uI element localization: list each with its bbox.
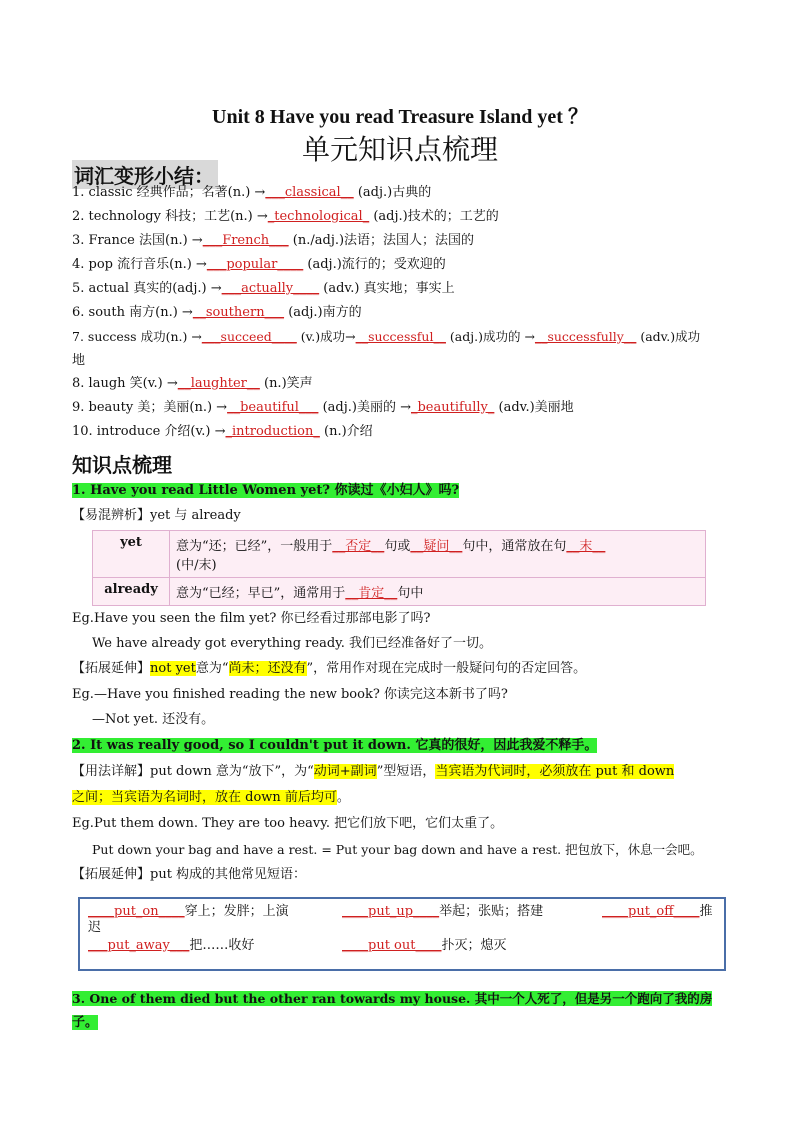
- vocab-line-7-cont: 地: [72, 353, 86, 368]
- phrase-put-on: ____put_on____穿上；发胖；上演: [88, 904, 289, 919]
- example-1: Eg.Have you seen the film yet? 你已经看过那部电影了吗?: [72, 611, 431, 626]
- point-2-title: 2. It was really good, so I couldn't put it down. 它真的很好，因此我爱不释手。: [72, 738, 598, 753]
- unit-title: Unit 8 Have you read Treasure Island yet ？: [212, 106, 588, 128]
- yet-already-table: [92, 530, 706, 606]
- example-2: Eg.—Have you finished reading the new book? 你读完这本新书了吗?: [72, 687, 508, 702]
- example-3b: Put down your bag and have a rest. = Put your bag down and have a rest. 把包放下，休息一会吧。: [92, 842, 703, 857]
- point-3-title: 3. One of them died but the other ran towards my house. 其中一个人死了，但是另一个跑向了我的房: [72, 991, 713, 1006]
- vocab-line-5: 5. actual 真实的(adj.) →___actually____ (adv.) 真实地；事实上: [72, 281, 455, 296]
- knowledge-heading: 知识点梳理: [72, 453, 172, 477]
- phrase-put-off: ____put_off____推: [602, 904, 713, 919]
- already-desc: 意为“已经；早已”，通常用于__肯定__句中: [170, 578, 706, 606]
- point-1-title: 1. Have you read Little Women yet? 你读过《小妇人》吗?: [72, 483, 460, 498]
- phrase-put-away: ___put_away___把……收好: [88, 938, 255, 953]
- vocab-line-6: 6. south 南方(n.) →__southern___ (adj.)南方的: [72, 305, 362, 320]
- vocab-line-2: 2. technology 科技；工艺(n.) →_technological_ (adj.)技术的；工艺的: [72, 209, 499, 224]
- vocab-line-8: 8. laugh 笑(v.) →__laughter__ (n.)笑声: [72, 376, 313, 391]
- point-3-title-cont: 子。: [72, 1015, 99, 1030]
- vocab-heading: 词汇变形小结：: [72, 160, 218, 189]
- page-title: 单元知识点梳理: [301, 133, 498, 166]
- table-row: [93, 531, 706, 578]
- example-1b: We have already got everything ready. 我们已经准备好了一切。: [92, 636, 493, 651]
- point-1-label: 【易混辨析】yet 与 already: [72, 508, 241, 523]
- vocab-line-10: 10. introduce 介绍(v.) →_introduction_ (n.)介绍: [72, 424, 373, 439]
- extension-1: 【拓展延伸】not yet意为“尚未；还没有”，常用作对现在完成时一般疑问句的否定回答。: [72, 661, 587, 676]
- usage-detail-cont: 之间；当宾语为名词时，放在 down 前后均可。: [72, 790, 350, 805]
- vocab-line-9: 9. beauty 美；美丽(n.) →__beautiful___ (adj.)美丽的 →_beautifully_ (adv.)美丽地: [72, 400, 574, 415]
- vocab-line-4: 4. pop 流行音乐(n.) →___popular____ (adj.)流行的；受欢迎的: [72, 257, 446, 272]
- yet-desc: 意为“还；已经”，一般用于__否定__句或__疑问__句中，通常放在句__末__ (中/末): [170, 531, 706, 578]
- already-cell: already: [93, 578, 170, 606]
- example-3: Eg.Put them down. They are too heavy. 把它们放下吧，它们太重了。: [72, 816, 504, 831]
- phrase-put-up: ____put_up____举起；张贴；搭建: [342, 904, 544, 919]
- phrase-put-off-cont: 迟: [88, 920, 102, 935]
- vocab-line-7: 7. success 成功(n.) →___succeed____ (v.)成功→__successful__ (adj.)成功的 →__successfully__ (adv.)成功: [72, 329, 701, 344]
- table-row: [93, 578, 706, 606]
- put-phrases-box: [78, 897, 726, 971]
- extension-2: 【拓展延伸】put 构成的其他常见短语：: [72, 867, 307, 882]
- example-2b: —Not yet. 还没有。: [92, 712, 215, 727]
- vocab-line-1: 1. classic 经典作品；名著(n.) →___classical__ (adj.)古典的: [72, 185, 432, 200]
- vocab-line-3: 3. France 法国(n.) →___French___ (n./adj.)法语；法国人；法国的: [72, 233, 475, 248]
- phrase-put-out: ____put out____扑灭；熄灭: [342, 938, 507, 953]
- usage-detail: 【用法详解】put down 意为“放下”，为“动词+副词”型短语，当宾语为代词时，必须放在 put 和 down: [72, 764, 675, 779]
- yet-cell: yet: [93, 531, 170, 578]
